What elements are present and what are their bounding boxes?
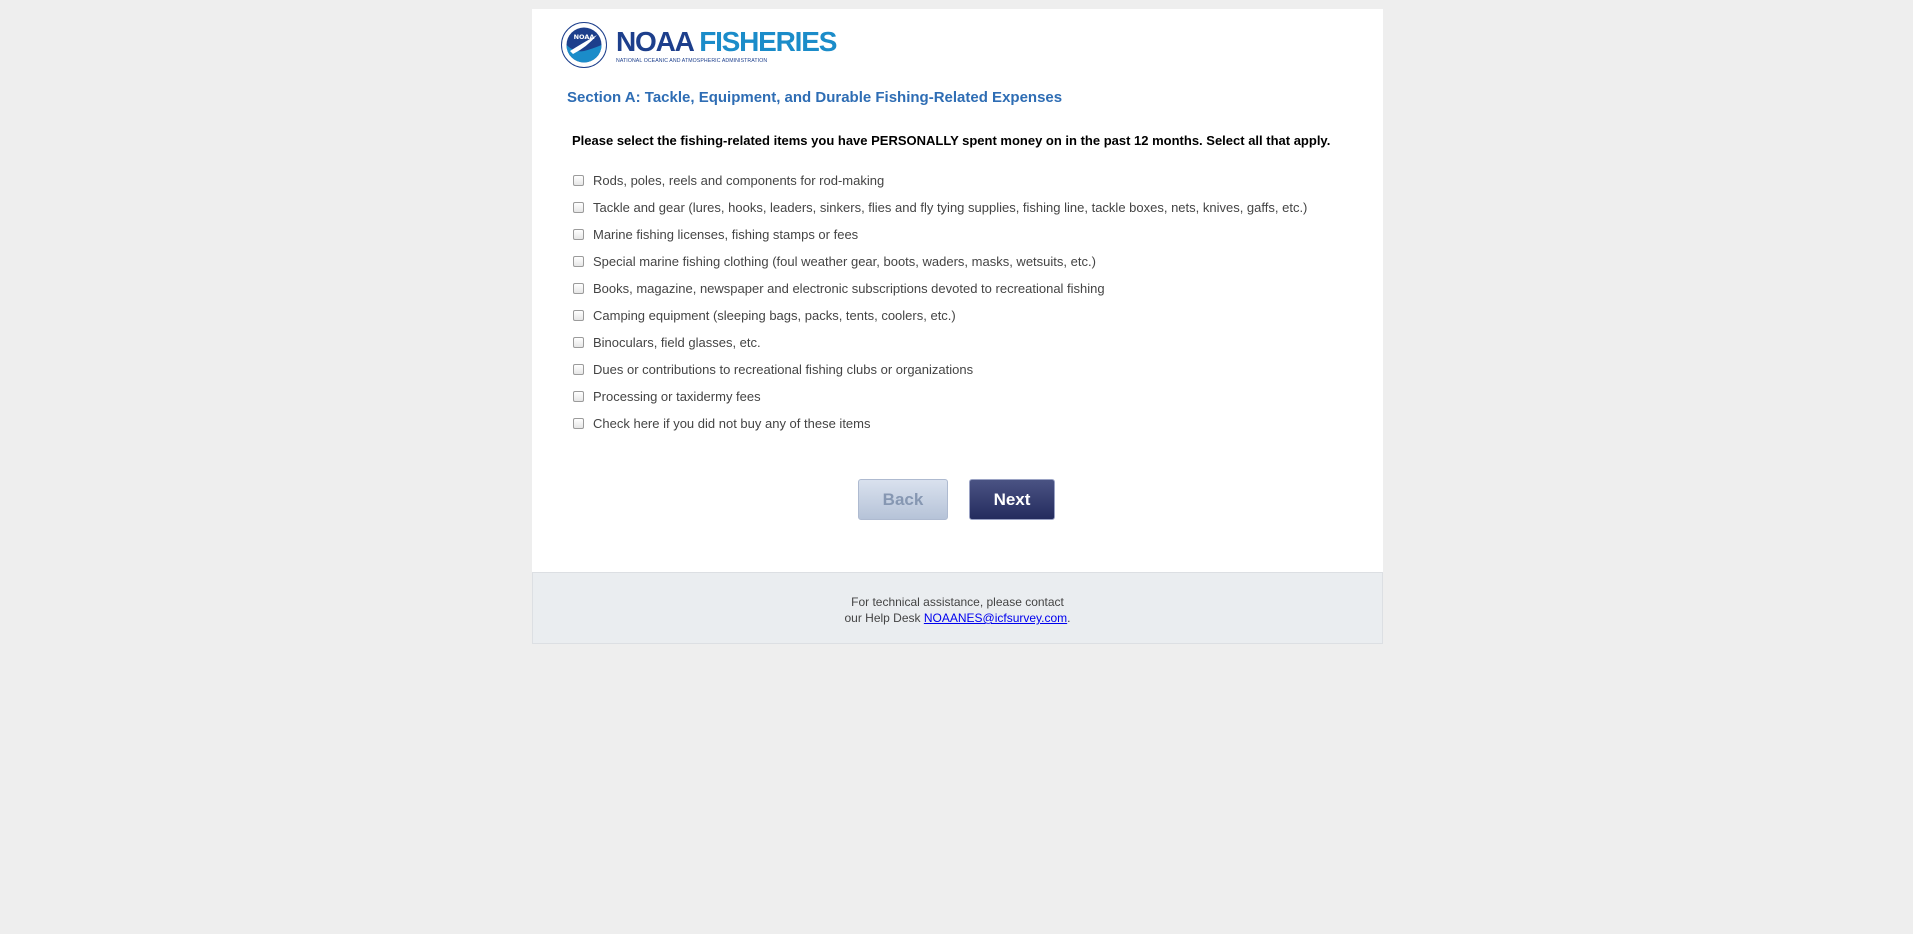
option-checkbox[interactable] xyxy=(573,337,584,348)
option-rods-poles-reels[interactable] xyxy=(572,167,1307,194)
option-checkbox[interactable] xyxy=(573,310,584,321)
option-label: Processing or taxidermy fees xyxy=(593,389,761,404)
option-subscriptions[interactable] xyxy=(572,275,1307,302)
option-processing-taxidermy[interactable] xyxy=(572,383,1307,410)
option-label: Books, magazine, newspaper and electronic subscriptions devoted to recreational fishing xyxy=(593,281,1105,296)
navigation-buttons xyxy=(858,479,1055,520)
option-checkbox[interactable] xyxy=(573,202,584,213)
option-licenses-stamps[interactable] xyxy=(572,221,1307,248)
option-label: Rods, poles, reels and components for rod-making xyxy=(593,173,885,188)
option-label: Binoculars, field glasses, etc. xyxy=(593,335,761,350)
footer xyxy=(532,572,1383,644)
option-checkbox[interactable] xyxy=(573,229,584,240)
survey-page xyxy=(532,9,1383,644)
noaa-fisheries-logo xyxy=(561,22,836,68)
back-button[interactable]: Back xyxy=(858,479,948,520)
option-none-of-these[interactable] xyxy=(572,410,1307,437)
option-label: Tackle and gear (lures, hooks, leaders, sinkers, flies and fly tying supplies, fishing line, tackle boxes, nets, knives, gaffs, etc.) xyxy=(593,200,1308,215)
footer-line-2 xyxy=(533,610,1382,626)
option-label: Special marine fishing clothing (foul weather gear, boots, waders, masks, wetsuits, etc.) xyxy=(593,254,1096,269)
option-binoculars[interactable] xyxy=(572,329,1307,356)
footer-help-desk-text: our Help Desk xyxy=(844,611,924,625)
next-button[interactable]: Next xyxy=(969,479,1055,520)
option-camping-equipment[interactable] xyxy=(572,302,1307,329)
option-label: Camping equipment (sleeping bags, packs, tents, coolers, etc.) xyxy=(593,308,956,323)
option-checkbox[interactable] xyxy=(573,256,584,267)
noaa-seal-icon xyxy=(561,22,607,68)
option-label: Check here if you did not buy any of these items xyxy=(593,416,871,431)
option-clothing[interactable] xyxy=(572,248,1307,275)
footer-period: . xyxy=(1067,611,1071,625)
help-desk-email-link[interactable]: NOAANES@icfsurvey.com xyxy=(923,611,1068,625)
option-label: Dues or contributions to recreational fishing clubs or organizations xyxy=(593,362,974,377)
logo-word-fisheries: FISHERIES xyxy=(699,26,837,57)
question-text: Please select the fishing-related items you have PERSONALLY spent money on in the past 12 months. Select all that apply. xyxy=(572,133,1331,148)
option-checkbox[interactable] xyxy=(573,391,584,402)
survey-content xyxy=(532,9,1383,572)
logo-word-noaa: NOAA xyxy=(616,26,693,57)
seal-text: NOAA xyxy=(573,33,595,41)
option-checkbox[interactable] xyxy=(573,175,584,186)
option-checkbox[interactable] xyxy=(573,283,584,294)
option-checkbox[interactable] xyxy=(573,364,584,375)
options-list xyxy=(572,167,1307,437)
option-checkbox[interactable] xyxy=(573,418,584,429)
footer-line-1: For technical assistance, please contact xyxy=(851,595,1064,609)
logo-tagline: NATIONAL OCEANIC AND ATMOSPHERIC ADMINISTRATION xyxy=(616,58,768,64)
option-dues-contributions[interactable] xyxy=(572,356,1307,383)
section-title: Section A: Tackle, Equipment, and Durable Fishing-Related Expenses xyxy=(567,89,1063,106)
option-label: Marine fishing licenses, fishing stamps or fees xyxy=(593,227,859,242)
option-tackle-gear[interactable] xyxy=(572,194,1307,221)
